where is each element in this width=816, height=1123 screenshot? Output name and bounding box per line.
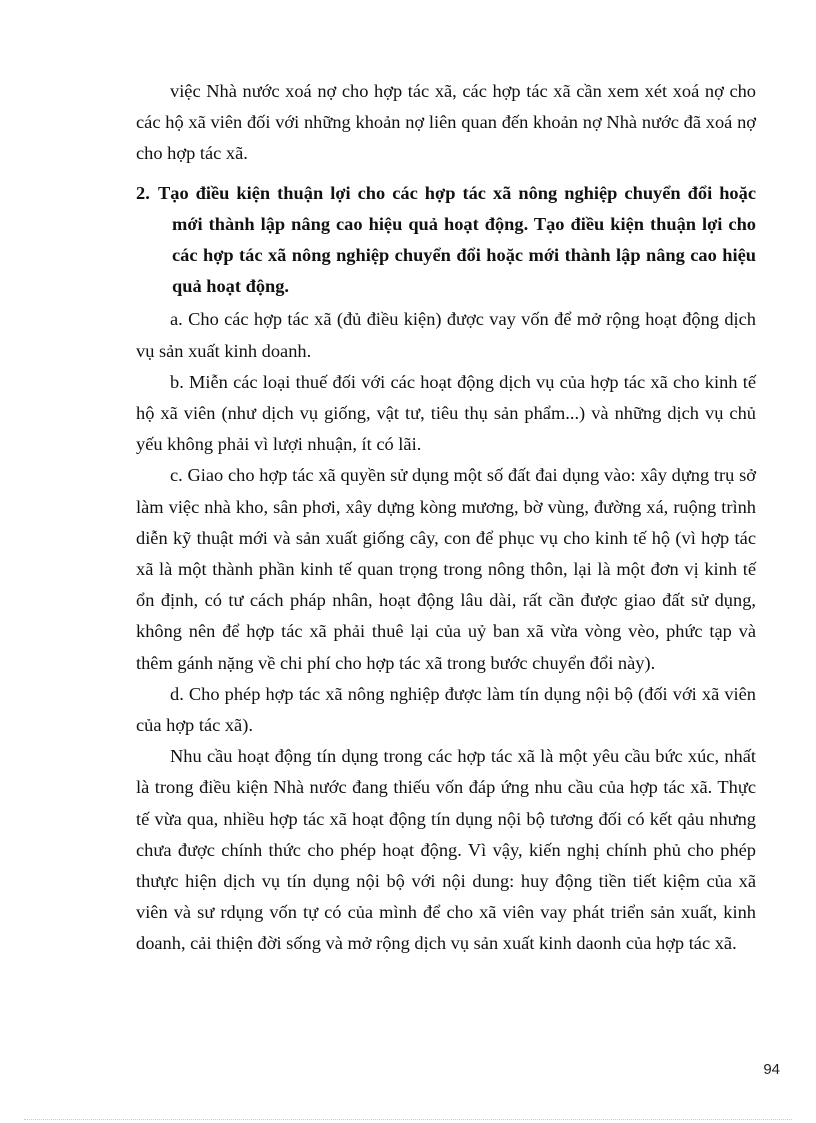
item-b-paragraph: b. Miễn các loại thuế đối với các hoạt động dịch vụ của hợp tác xã cho kinh tế hộ xã viên (như dịch vụ giống, vật tư, tiêu thụ sản phẩm...) và những dịch vụ chủ yếu không phải vì lượi nhuận, ít có lãi. [136, 371, 756, 455]
item-c-paragraph: c. Giao cho hợp tác xã quyền sử dụng một số đất đai dụng vào: xây dựng trụ sở làm việc nhà kho, sân phơi, xây dựng kòng mương, bờ vùng, đường xá, ruộng trình diễn kỹ thuật mới và sản xuất giống cây, con để phục vụ cho kinh tế hộ (vì hợp tác xã là một thành phần kinh tế quan trọng trong nông thôn, lại là một đơn vị kinh tế ổn định, có tư cách pháp nhân, hoạt động lâu dài, rất cần được giao đất sử dụng, không nên để hợp tác xã phải thuê lại của uỷ ban xã vừa vòng vèo, phức tạp và thêm gánh nặng về chi phí cho hợp tác xã trong bước chuyển đổi này). [136, 465, 756, 673]
item-a-paragraph: a. Cho các hợp tác xã (đủ điều kiện) được vay vốn để mở rộng hoạt động dịch vụ sản xuất kinh doanh. [136, 309, 756, 361]
footer-divider [24, 1119, 792, 1120]
section-number: 2. [136, 182, 150, 203]
closing-paragraph: Nhu cầu hoạt động tín dụng trong các hợp tác xã là một yêu cầu bức xúc, nhất là trong điều kiện Nhà nước đang thiếu vốn đáp ứng nhu cầu của hợp tác xã. Thực tế vừa qua, nhiều hợp tác xã hoạt động tín dụng nội bộ tương đối có kết qảu nhưng chưa được chính thức cho phép hoạt động. Vì vậy, kiến nghị chính phủ cho phép thưực hiện dịch vụ tín dụng nội bộ với nội dung: huy động tiền tiết kiệm của xã viên và sư rdụng vốn tự có của mình để cho xã viên vay phát triển sản xuất, kinh doanh, cải thiện đời sống và mở rộng dịch vụ sản xuất kinh daonh của hợp tác xã. [136, 746, 756, 954]
section-title: Tạo điều kiện thuận lợi cho các hợp tác xã nông nghiệp chuyển đổi hoặc mới thành lập nâng cao hiệu quả hoạt động. Tạo điều kiện thuận lợi cho các hợp tác xã nông nghiệp chuyển đổi hoặc mới thành lập nâng cao hiệu quả hoạt động. [158, 182, 756, 297]
page-number: 94 [763, 1061, 780, 1078]
intro-paragraph: việc Nhà nước xoá nợ cho hợp tác xã, các hợp tác xã cần xem xét xoá nợ cho các hộ xã viên đối với những khoản nợ liên quan đến khoản nợ Nhà nước đã xoá nợ cho hợp tác xã. [136, 81, 756, 164]
page-body [136, 76, 756, 960]
section-heading [136, 178, 756, 303]
item-d-paragraph: d. Cho phép hợp tác xã nông nghiệp được làm tín dụng nội bộ (đối với xã viên của hợp tác xã). [136, 683, 756, 736]
